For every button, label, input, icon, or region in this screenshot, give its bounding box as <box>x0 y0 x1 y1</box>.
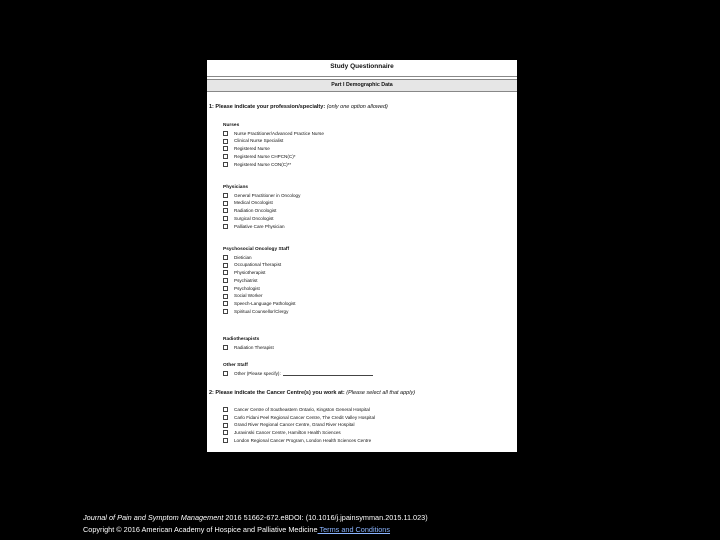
checkbox-option[interactable] <box>223 437 375 445</box>
checkbox-icon[interactable] <box>223 301 228 306</box>
checkbox-option[interactable] <box>223 414 375 422</box>
option-label: Registered Nurse CON(C)** <box>234 161 292 167</box>
checkbox-icon[interactable] <box>223 407 228 412</box>
option-label: London Regional Cancer Program, London Health Sciences Centre <box>234 437 372 443</box>
checkbox-icon[interactable] <box>223 278 228 283</box>
checkbox-option[interactable] <box>223 308 296 316</box>
option-label: Surgical Oncologist <box>234 215 274 221</box>
checkbox-option[interactable] <box>223 137 324 145</box>
checkbox-icon[interactable] <box>223 438 228 443</box>
option-label: Occupational Therapist <box>234 262 282 268</box>
question-2-hint: (Please select all that apply) <box>346 390 416 396</box>
checkbox-icon[interactable] <box>223 270 228 275</box>
checkbox-option[interactable] <box>223 215 300 223</box>
checkbox-icon[interactable] <box>223 216 228 221</box>
terms-link[interactable]: Terms and Conditions <box>317 525 391 534</box>
radiotherapists-group <box>223 336 274 351</box>
group-heading: Psychosocial Oncology Staff <box>223 247 290 252</box>
journal-name: Journal of Pain and Symptom Management <box>83 513 224 522</box>
checkbox-option[interactable] <box>223 223 300 231</box>
checkbox-icon[interactable] <box>223 139 228 144</box>
option-label: Cancer Centre of Southeastern Ontario, Kingston General Hospital <box>234 407 370 412</box>
checkbox-icon[interactable] <box>223 201 228 206</box>
psychosocial-group <box>223 246 296 315</box>
checkbox-option[interactable] <box>223 261 296 269</box>
checkbox-icon[interactable] <box>223 286 228 291</box>
checkbox-icon[interactable] <box>223 294 228 299</box>
checkbox-option[interactable] <box>223 285 296 293</box>
option-label: Grand River Regional Cancer Centre, Grand River Hospital <box>234 422 355 428</box>
specify-field[interactable] <box>283 371 373 376</box>
checkbox-icon[interactable] <box>223 371 228 376</box>
group-heading: Radiotherapists <box>223 337 260 342</box>
question-1 <box>209 104 388 110</box>
group-heading: Nurses <box>223 123 240 128</box>
page-title: Study Questionnaire <box>207 60 517 77</box>
option-label: Spiritual Counsellor/Clergy <box>234 308 289 314</box>
checkbox-option[interactable] <box>223 406 375 414</box>
checkbox-option[interactable] <box>223 277 296 285</box>
option-label: Psychiatrist <box>234 277 258 283</box>
checkbox-option[interactable] <box>223 269 296 277</box>
option-label: Registered Nurse CHPCN(C)* <box>234 153 296 159</box>
checkbox-icon[interactable] <box>223 162 228 167</box>
question-1-hint: (only one option allowed) <box>326 104 388 110</box>
checkbox-icon[interactable] <box>223 255 228 260</box>
option-label: Juravinski Cancer Centre, Hamilton Health Sciences <box>234 430 341 436</box>
option-label: Radiation Therapist <box>234 344 274 350</box>
citation-text: 2016 51662-672.e8DOI: (10.1016/j.jpainsymman.2015.11.023) <box>223 513 428 522</box>
figure-caption <box>83 512 428 536</box>
checkbox-icon[interactable] <box>223 415 228 420</box>
checkbox-icon[interactable] <box>223 146 228 151</box>
question-2 <box>209 390 415 396</box>
checkbox-icon[interactable] <box>223 154 228 159</box>
checkbox-option[interactable] <box>223 161 324 169</box>
checkbox-icon[interactable] <box>223 345 228 350</box>
question-1-text: 1: Please indicate your profession/specialty: <box>209 104 326 110</box>
checkbox-option[interactable] <box>223 429 375 437</box>
checkbox-option[interactable] <box>223 292 296 300</box>
option-label: Carlo Fidani Peel Regional Cancer Centre, The Credit Valley Hospital <box>234 414 376 420</box>
checkbox-icon[interactable] <box>223 309 228 314</box>
checkbox-icon[interactable] <box>223 131 228 136</box>
option-label: Radiation Oncologist <box>234 208 277 214</box>
group-heading: Physicians <box>223 185 249 190</box>
option-label: Clinical Nurse Specialist <box>234 138 284 144</box>
checkbox-icon[interactable] <box>223 263 228 268</box>
physicians-group <box>223 184 300 230</box>
checkbox-option[interactable] <box>223 199 300 207</box>
option-label: Psychologist <box>234 285 260 291</box>
checkbox-option[interactable] <box>223 207 300 215</box>
other-staff-group <box>223 362 373 377</box>
checkbox-option[interactable] <box>223 153 324 161</box>
checkbox-option[interactable] <box>223 370 373 378</box>
citation-line <box>83 512 428 524</box>
option-label: Dietician <box>234 254 252 260</box>
option-label: Social Worker <box>234 293 263 299</box>
nurses-group <box>223 122 324 168</box>
option-label: General Practitioner in Oncology <box>234 192 301 198</box>
copyright-line <box>83 524 428 536</box>
option-label: Nurse Practitioner/Advanced Practice Nurse <box>234 130 324 136</box>
cancer-centres-list <box>223 406 375 445</box>
option-label: Other (Please specify): <box>234 370 281 376</box>
questionnaire-page <box>207 60 517 452</box>
option-label: Registered Nurse <box>234 146 270 152</box>
checkbox-option[interactable] <box>223 145 324 153</box>
checkbox-icon[interactable] <box>223 224 228 229</box>
checkbox-option[interactable] <box>223 192 300 200</box>
checkbox-icon[interactable] <box>223 208 228 213</box>
option-label: Physiotherapist <box>234 270 266 276</box>
copyright-text: Copyright © 2016 American Academy of Hospice and Palliative Medicine <box>83 525 318 534</box>
checkbox-option[interactable] <box>223 421 375 429</box>
question-2-text: 2: Please indicate the Cancer Centre(s) you work at: <box>209 390 345 396</box>
group-heading: Other Staff <box>223 363 248 368</box>
checkbox-option[interactable] <box>223 300 296 308</box>
checkbox-option[interactable] <box>223 130 324 138</box>
option-label: Speech-Language Pathologist <box>234 300 296 306</box>
option-label: Medical Oncologist <box>234 200 273 206</box>
checkbox-icon[interactable] <box>223 423 228 428</box>
section-header: Part I Demographic Data <box>207 79 517 92</box>
option-label: Palliative Care Physician <box>234 223 285 229</box>
checkbox-option[interactable] <box>223 254 296 262</box>
checkbox-icon[interactable] <box>223 193 228 198</box>
checkbox-option[interactable] <box>223 344 274 352</box>
checkbox-icon[interactable] <box>223 430 228 435</box>
